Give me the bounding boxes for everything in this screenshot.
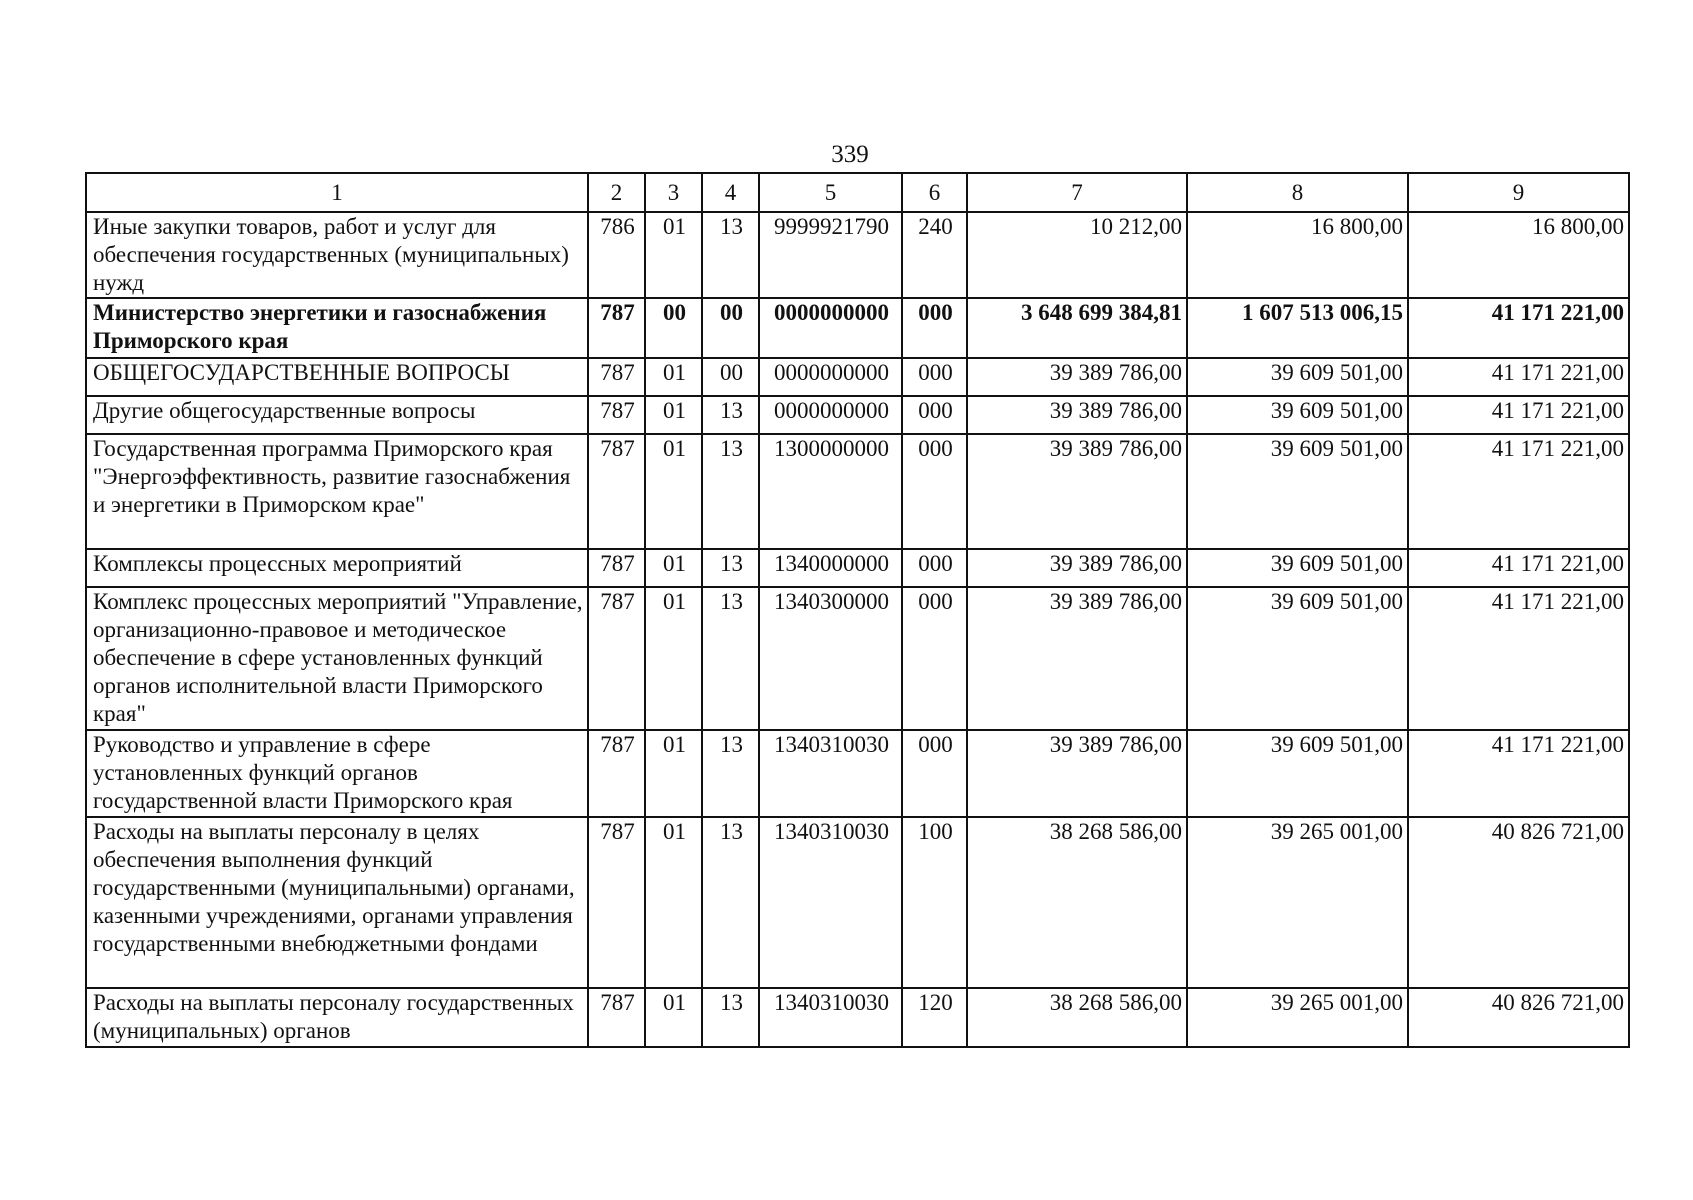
row-code-3: 01 — [645, 358, 702, 396]
column-header: 5 — [759, 173, 902, 212]
row-code-2: 787 — [588, 549, 645, 587]
row-code-4: 13 — [702, 396, 759, 434]
row-code-5: 0000000000 — [759, 298, 902, 358]
column-header: 1 — [86, 173, 588, 212]
row-name: Расходы на выплаты персоналу в целях обеспечения выполнения функций государственными (муниципальными) органами, казенными учреждениями, органами управления государственными внебюджетными фондами — [86, 817, 588, 988]
row-code-4: 13 — [702, 730, 759, 817]
header-row — [86, 173, 1629, 212]
row-amount-9: 41 171 221,00 — [1408, 434, 1629, 549]
column-header: 4 — [702, 173, 759, 212]
table-row — [86, 212, 1629, 298]
row-name: Министерство энергетики и газоснабжения Приморского края — [86, 298, 588, 358]
table-row — [86, 396, 1629, 434]
row-code-6: 000 — [902, 434, 967, 549]
column-header: 8 — [1187, 173, 1408, 212]
row-code-5: 9999921790 — [759, 212, 902, 298]
row-amount-8: 39 265 001,00 — [1187, 988, 1408, 1047]
column-header: 6 — [902, 173, 967, 212]
row-code-2: 787 — [588, 434, 645, 549]
row-name: ОБЩЕГОСУДАРСТВЕННЫЕ ВОПРОСЫ — [86, 358, 588, 396]
row-name: Комплекс процессных мероприятий "Управление, организационно-правовое и методическое обеспечение в сфере установленных функций органов исполнительной власти Приморского края" — [86, 587, 588, 730]
row-code-4: 13 — [702, 587, 759, 730]
row-code-6: 000 — [902, 730, 967, 817]
row-code-3: 01 — [645, 212, 702, 298]
column-header: 2 — [588, 173, 645, 212]
table-row — [86, 988, 1629, 1047]
budget-table — [85, 172, 1630, 1048]
row-amount-9: 41 171 221,00 — [1408, 587, 1629, 730]
row-code-6: 120 — [902, 988, 967, 1047]
column-header: 9 — [1408, 173, 1629, 212]
row-amount-8: 1 607 513 006,15 — [1187, 298, 1408, 358]
row-code-5: 1340310030 — [759, 988, 902, 1047]
row-amount-8: 16 800,00 — [1187, 212, 1408, 298]
page-number: 339 — [831, 141, 869, 168]
row-amount-7: 39 389 786,00 — [967, 549, 1187, 587]
row-code-3: 00 — [645, 298, 702, 358]
row-code-3: 01 — [645, 988, 702, 1047]
row-code-3: 01 — [645, 396, 702, 434]
row-amount-7: 39 389 786,00 — [967, 434, 1187, 549]
row-amount-8: 39 609 501,00 — [1187, 358, 1408, 396]
row-amount-9: 41 171 221,00 — [1408, 730, 1629, 817]
row-code-2: 787 — [588, 817, 645, 988]
row-code-2: 787 — [588, 396, 645, 434]
row-code-6: 000 — [902, 396, 967, 434]
row-code-6: 100 — [902, 817, 967, 988]
table-row — [86, 730, 1629, 817]
row-code-6: 240 — [902, 212, 967, 298]
table-row — [86, 358, 1629, 396]
row-code-2: 786 — [588, 212, 645, 298]
row-code-2: 787 — [588, 587, 645, 730]
row-name: Государственная программа Приморского края "Энергоэффективность, развитие газоснабжения и энергетики в Приморском крае" — [86, 434, 588, 549]
row-name: Руководство и управление в сфере установленных функций органов государственной власти Приморского края — [86, 730, 588, 817]
table-row — [86, 298, 1629, 358]
row-amount-8: 39 609 501,00 — [1187, 396, 1408, 434]
row-code-4: 00 — [702, 298, 759, 358]
table-row — [86, 434, 1629, 549]
table-row — [86, 817, 1629, 988]
row-amount-8: 39 609 501,00 — [1187, 434, 1408, 549]
row-code-5: 1340300000 — [759, 587, 902, 730]
row-code-6: 000 — [902, 587, 967, 730]
row-code-3: 01 — [645, 434, 702, 549]
row-code-5: 0000000000 — [759, 358, 902, 396]
row-amount-9: 41 171 221,00 — [1408, 298, 1629, 358]
column-header: 3 — [645, 173, 702, 212]
row-code-3: 01 — [645, 817, 702, 988]
row-code-6: 000 — [902, 549, 967, 587]
row-code-5: 1340000000 — [759, 549, 902, 587]
row-name: Расходы на выплаты персоналу государственных (муниципальных) органов — [86, 988, 588, 1047]
row-code-4: 13 — [702, 212, 759, 298]
row-code-5: 0000000000 — [759, 396, 902, 434]
row-code-4: 13 — [702, 549, 759, 587]
row-code-5: 1340310030 — [759, 730, 902, 817]
row-amount-7: 10 212,00 — [967, 212, 1187, 298]
row-amount-9: 41 171 221,00 — [1408, 549, 1629, 587]
row-code-4: 13 — [702, 988, 759, 1047]
row-code-3: 01 — [645, 587, 702, 730]
row-amount-7: 39 389 786,00 — [967, 396, 1187, 434]
row-amount-8: 39 609 501,00 — [1187, 549, 1408, 587]
row-amount-7: 38 268 586,00 — [967, 988, 1187, 1047]
row-amount-7: 39 389 786,00 — [967, 730, 1187, 817]
row-amount-8: 39 609 501,00 — [1187, 730, 1408, 817]
row-code-5: 1340310030 — [759, 817, 902, 988]
row-amount-8: 39 265 001,00 — [1187, 817, 1408, 988]
row-code-6: 000 — [902, 358, 967, 396]
row-code-2: 787 — [588, 730, 645, 817]
row-amount-7: 3 648 699 384,81 — [967, 298, 1187, 358]
row-amount-9: 40 826 721,00 — [1408, 988, 1629, 1047]
row-name: Иные закупки товаров, работ и услуг для обеспечения государственных (муниципальных) нужд — [86, 212, 588, 298]
row-amount-9: 41 171 221,00 — [1408, 396, 1629, 434]
row-amount-7: 38 268 586,00 — [967, 817, 1187, 988]
row-amount-8: 39 609 501,00 — [1187, 587, 1408, 730]
column-header: 7 — [967, 173, 1187, 212]
row-code-2: 787 — [588, 358, 645, 396]
row-code-6: 000 — [902, 298, 967, 358]
table-row — [86, 549, 1629, 587]
row-code-4: 13 — [702, 817, 759, 988]
row-code-2: 787 — [588, 988, 645, 1047]
row-amount-9: 40 826 721,00 — [1408, 817, 1629, 988]
row-code-4: 00 — [702, 358, 759, 396]
row-code-3: 01 — [645, 549, 702, 587]
row-code-2: 787 — [588, 298, 645, 358]
row-amount-9: 41 171 221,00 — [1408, 358, 1629, 396]
row-name: Комплексы процессных мероприятий — [86, 549, 588, 587]
row-amount-7: 39 389 786,00 — [967, 587, 1187, 730]
row-amount-9: 16 800,00 — [1408, 212, 1629, 298]
row-code-4: 13 — [702, 434, 759, 549]
row-code-3: 01 — [645, 730, 702, 817]
row-code-5: 1300000000 — [759, 434, 902, 549]
row-name: Другие общегосударственные вопросы — [86, 396, 588, 434]
row-amount-7: 39 389 786,00 — [967, 358, 1187, 396]
table-row — [86, 587, 1629, 730]
